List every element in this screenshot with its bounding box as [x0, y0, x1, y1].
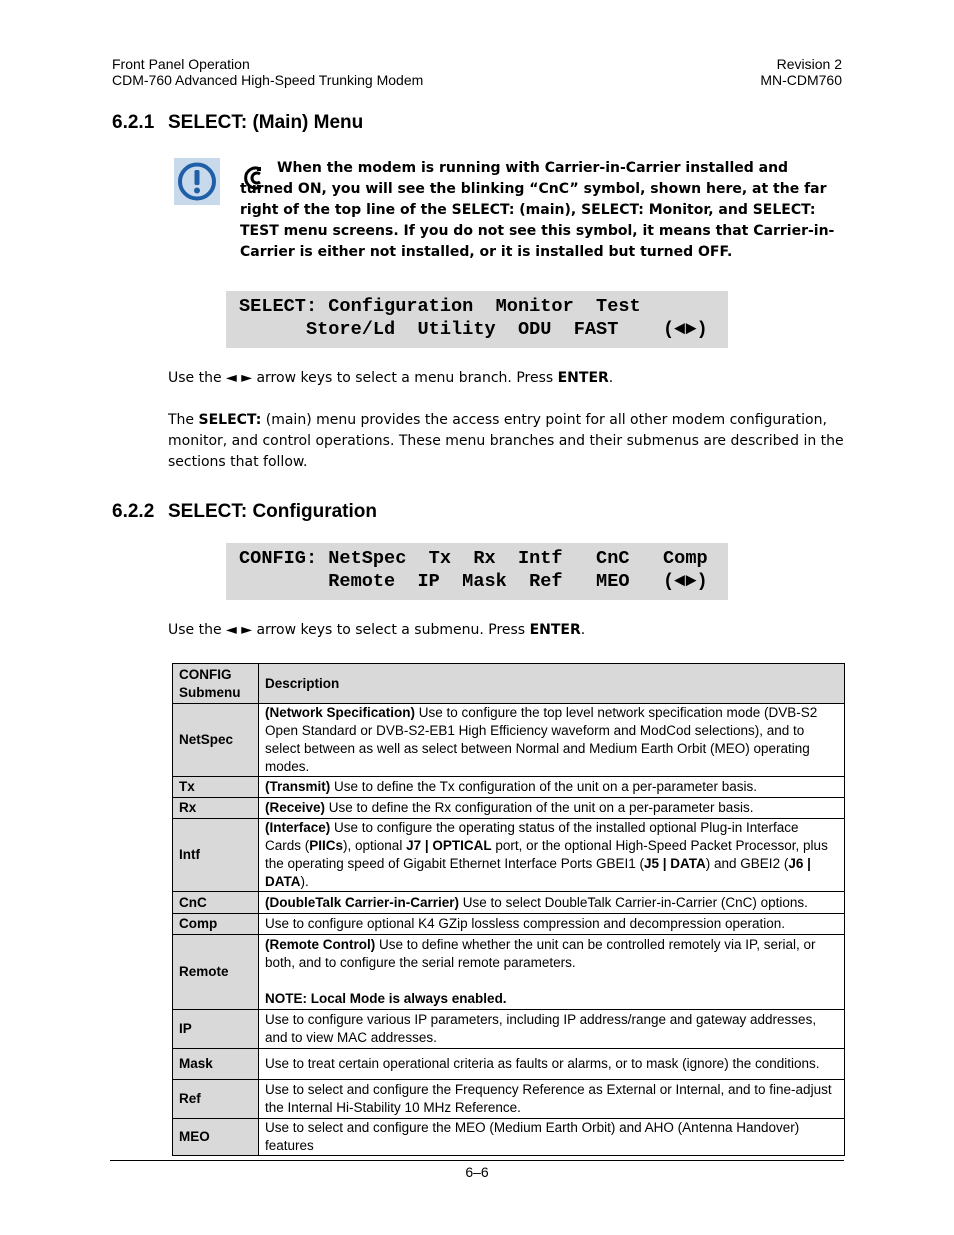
table-row	[173, 935, 845, 1010]
submenu-name: Intf	[173, 819, 259, 892]
submenu-description: Use to select and configure the Frequency Reference as External or Internal, and to fine-adjust the Internal Hi-Stability 10 MHz Reference.	[259, 1080, 845, 1119]
exclamation-icon	[174, 158, 220, 205]
enter-key: ENTER	[557, 370, 609, 386]
footer-divider	[110, 1160, 844, 1161]
submenu-description: Use to select and configure the MEO (Medium Earth Orbit) and AHO (Antenna Handover) features	[259, 1119, 845, 1156]
submenu-description: (DoubleTalk Carrier-in-Carrier) Use to select DoubleTalk Carrier-in-Carrier (CnC) options.	[259, 892, 845, 914]
submenu-name: Rx	[173, 798, 259, 819]
submenu-name: Ref	[173, 1080, 259, 1119]
section-number: 6.2.1	[112, 112, 155, 133]
table-header-row	[173, 664, 845, 704]
table-row	[173, 1049, 845, 1080]
submenu-name: Comp	[173, 914, 259, 935]
submenu-name: Tx	[173, 777, 259, 798]
submenu-name: NetSpec	[173, 704, 259, 777]
config-submenu-table	[172, 663, 845, 1156]
submenu-name: CnC	[173, 892, 259, 914]
table-row	[173, 777, 845, 798]
table-row	[173, 892, 845, 914]
table-row	[173, 1119, 845, 1156]
table-row	[173, 819, 845, 892]
table-row	[173, 1080, 845, 1119]
description-paragraph: The SELECT: (main) menu provides the access entry point for all other modem configuration, monitor, and control operations. These menu branches and their submenus are described in the sections that follow.	[168, 412, 844, 470]
submenu-name: Remote	[173, 935, 259, 1010]
header-revision: Revision 2	[776, 56, 842, 72]
header-product: CDM-760 Advanced High-Speed Trunking Modem	[112, 72, 424, 88]
submenu-description: (Remote Control) Use to define whether the unit can be controlled remotely via IP, serial, or both, and to configure the serial remote parameters. NOTE: Local Mode is always enabled.	[259, 935, 845, 1010]
lcd-line-2: Remote IP Mask Ref MEO (◄►)	[239, 571, 708, 592]
arrow-keys-icon: ◄ ►	[226, 370, 253, 386]
table-row	[173, 914, 845, 935]
enter-key: ENTER	[529, 622, 581, 638]
instruction-paragraph: Use the ◄ ► arrow keys to select a submenu. Press ENTER.	[168, 622, 586, 638]
submenu-name: MEO	[173, 1119, 259, 1156]
submenu-description: (Interface) Use to configure the operating status of the installed optional Plug-in Interface Cards (PIICs), optional J7 | OPTICAL port, or the optional High-Speed Packet Processor, plus the operating speed of Gigabit Ethernet Interface Ports GBEI1 (J5 | DATA) and GBEI2 (J6 | DATA).	[259, 819, 845, 892]
column-header-submenu: CONFIG Submenu	[173, 664, 259, 704]
section-heading-configuration	[112, 501, 377, 523]
note-text: NOTE: Local Mode is always enabled.	[265, 991, 507, 1006]
lcd-line-2: Store/Ld Utility ODU FAST (◄►)	[239, 319, 708, 340]
submenu-description: (Receive) Use to define the Rx configuration of the unit on a per-parameter basis.	[259, 798, 845, 819]
submenu-name: Mask	[173, 1049, 259, 1080]
page-number: 6–6	[465, 1164, 489, 1180]
instruction-paragraph: Use the ◄ ► arrow keys to select a menu branch. Press ENTER.	[168, 370, 614, 386]
submenu-description: (Transmit) Use to define the Tx configuration of the unit on a per-parameter basis.	[259, 777, 845, 798]
submenu-description: Use to configure various IP parameters, including IP address/range and gateway addresses, and to view MAC addresses.	[259, 1010, 845, 1049]
table-row	[173, 798, 845, 819]
header-chapter: Front Panel Operation	[112, 56, 250, 72]
running-header-left	[112, 56, 423, 88]
section-title: SELECT: Configuration	[168, 501, 377, 522]
column-header-description: Description	[259, 664, 845, 704]
table-row	[173, 704, 845, 777]
notice-text: When the modem is running with Carrier-in-Carrier installed and turned ON, you will see the blinking “CnC” symbol, shown here, at the far right of the top line of the SELECT: (main), SELECT: Monitor, and SELECT: TEST menu screens. If you do not see this symbol, it means that Carrier-in-Carrier is either not installed, or it is installed but turned OFF.	[240, 160, 835, 260]
arrow-keys-icon: ◄ ►	[226, 622, 253, 638]
table-row	[173, 1010, 845, 1049]
section-heading-main-menu	[112, 112, 363, 134]
header-manual-number: MN-CDM760	[760, 72, 842, 88]
section-title: SELECT: (Main) Menu	[168, 112, 364, 133]
lcd-line-1: CONFIG: NetSpec Tx Rx Intf CnC Comp	[239, 548, 708, 569]
lcd-line-1: SELECT: Configuration Monitor Test	[239, 296, 641, 317]
lcd-display-main-menu	[226, 291, 728, 348]
submenu-description: (Network Specification) Use to configure the top level network specification mode (DVB-S2 Open Standard or DVB-S2-EB1 High Efficiency waveform and ModCod selections), and to select between as well as select between Normal and Medium Earth Orbit (MEO) operating modes.	[259, 704, 845, 777]
running-header-right	[760, 56, 842, 88]
lcd-display-config-menu	[226, 543, 728, 600]
submenu-name: IP	[173, 1010, 259, 1049]
submenu-description: Use to treat certain operational criteria as faults or alarms, or to mask (ignore) the conditions.	[259, 1049, 845, 1080]
section-number: 6.2.2	[112, 501, 155, 522]
submenu-description: Use to configure optional K4 GZip lossless compression and decompression operation.	[259, 914, 845, 935]
